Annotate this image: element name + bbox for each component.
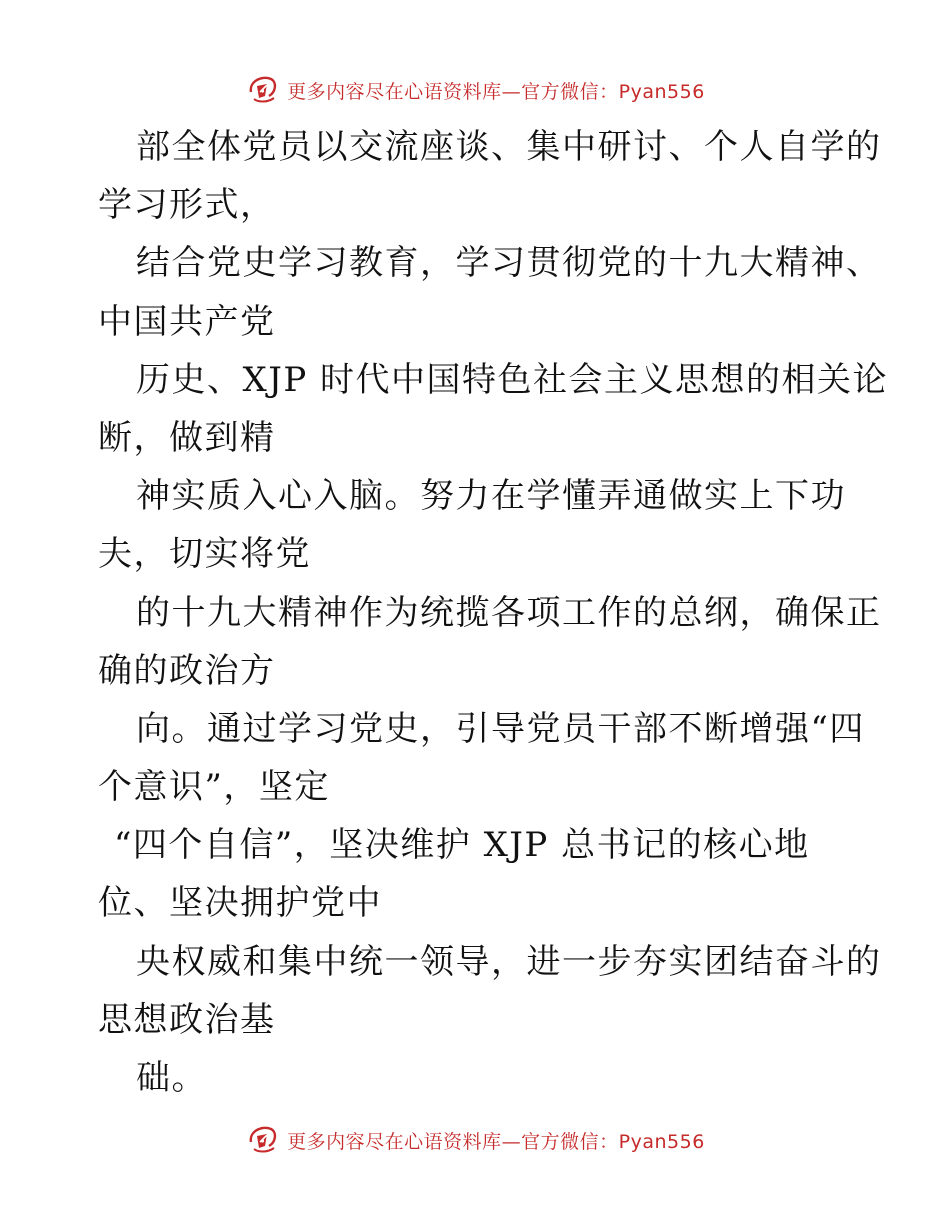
text-line: 的十九大精神作为统揽各项工作的总纲，确保正 [136, 592, 882, 633]
text-line: 部全体党员以交流座谈、集中研讨、个人自学的 [136, 127, 882, 167]
footer-banner-label: 更多内容尽在心语资料库—官方微信： [287, 1130, 619, 1153]
text-line: 位、坚决拥护党中 [98, 883, 382, 924]
text-line: 确的政治方 [98, 650, 276, 691]
text-line: 历史、XJP 时代中国特色社会主义思想的相关论 [136, 359, 889, 400]
footer-banner-handle: Pyan556 [618, 1130, 705, 1153]
text-line: 个意识”，坚定 [98, 767, 330, 808]
footer-banner-text [287, 1127, 705, 1154]
text-line: 央权威和集中统一领导，进一步夯实团结奋斗的 [136, 941, 882, 982]
pen-nib-swirl-icon [245, 72, 281, 108]
text-line: 结合党史学习教育，学习贯彻党的十九大精神、 [136, 243, 882, 284]
text-line: 向。通过学习党史，引导党员干部不断增强“四 [136, 708, 865, 749]
text-line: 础。 [136, 1058, 207, 1098]
text-line: “四个自信”，坚决维护 XJP 总书记的核心地 [114, 825, 810, 866]
document-body [98, 118, 889, 1107]
text-line: 学习形式， [98, 185, 276, 226]
header-banner-text [287, 77, 705, 104]
text-line: 中国共产党 [98, 301, 276, 342]
text-line: 断，做到精 [98, 417, 276, 458]
footer-banner [0, 1118, 950, 1162]
header-banner-handle: Pyan556 [618, 80, 705, 103]
header-banner-label: 更多内容尽在心语资料库—官方微信： [287, 80, 619, 103]
pen-nib-swirl-icon [245, 1122, 281, 1158]
text-line: 思想政治基 [98, 999, 276, 1040]
header-banner [0, 68, 950, 112]
text-line: 神实质入心入脑。努力在学懂弄通做实上下功 [136, 476, 846, 517]
text-line: 夫，切实将党 [98, 534, 311, 575]
